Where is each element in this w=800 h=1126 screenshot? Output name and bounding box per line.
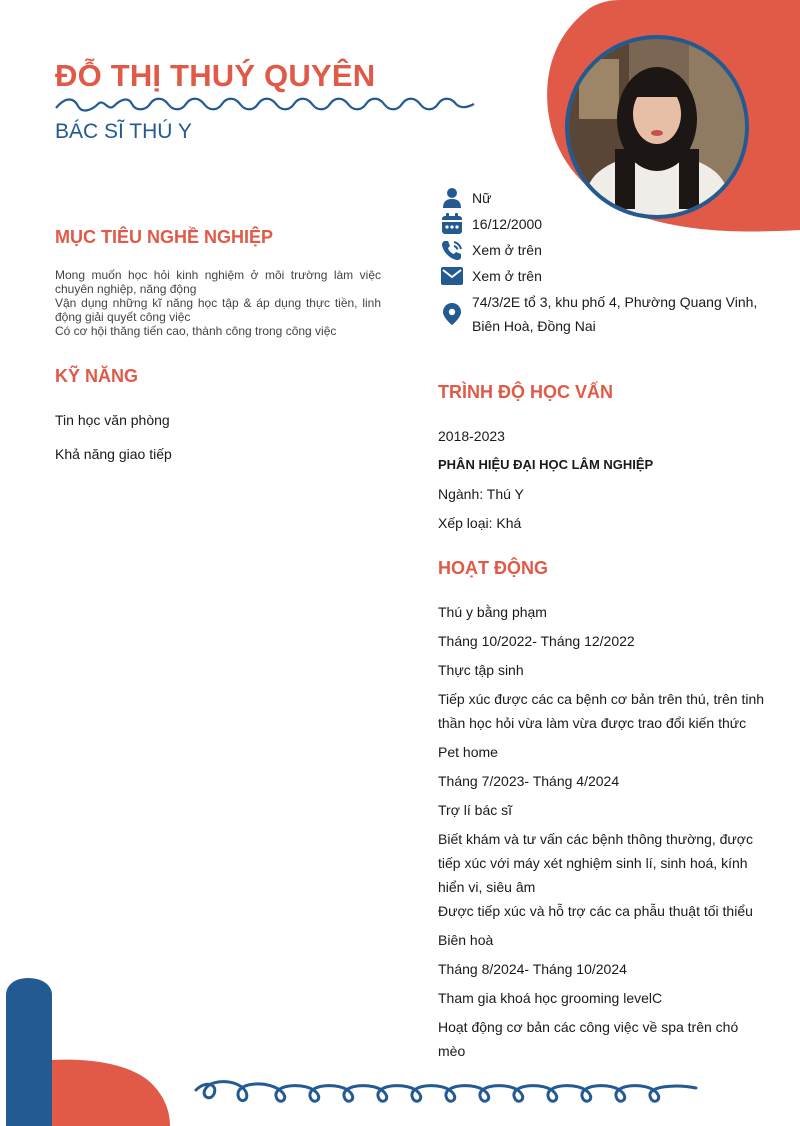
activity-line: Hoạt động cơ bản các công việc về spa trên chó mèo xyxy=(438,1019,739,1059)
objective-line: Mong muốn học hỏi kinh nghiệm ở môi trường làm việc chuyên nghiệp, năng động xyxy=(55,268,381,296)
activity-line: Tham gia khoá học grooming levelC xyxy=(438,990,663,1006)
contact-gender xyxy=(440,186,491,210)
contact-email xyxy=(440,264,542,288)
blue-bar-shape xyxy=(6,978,52,1126)
education-period: 2018-2023 xyxy=(438,428,505,444)
objective-text xyxy=(55,268,381,338)
wave-decoration xyxy=(56,99,474,111)
activity-line: Biết khám và tư vấn các bệnh thông thường, được tiếp xúc với máy xét nghiệm sinh lí, sinh hoá, kính hiển vi, siêu âm xyxy=(438,831,753,895)
activity-line: Tháng 8/2024- Tháng 10/2024 xyxy=(438,961,627,977)
gender-value: Nữ xyxy=(472,190,492,206)
activity-line: Tháng 10/2022- Tháng 12/2022 xyxy=(438,633,635,649)
bottom-squiggle xyxy=(196,1082,696,1102)
job-title: BÁC SĨ THÚ Y xyxy=(55,120,192,143)
avatar xyxy=(565,35,749,219)
education-rank: Xếp loại: Khá xyxy=(438,515,522,531)
contact-address xyxy=(440,290,784,338)
activity-line: Thú y bằng phạm xyxy=(438,604,547,620)
phone-icon xyxy=(440,238,464,262)
email-value: Xem ở trên xyxy=(472,268,542,284)
coral-corner-shape xyxy=(52,1060,170,1126)
activity-line: Tiếp xúc được các ca bệnh cơ bản trên thú, trên tinh thần học hỏi vừa làm vừa được trao đổi kiến thức xyxy=(438,691,765,731)
education-school: PHÂN HIỆU ĐẠI HỌC LÂM NGHIỆP xyxy=(438,457,654,472)
objective-heading: MỤC TIÊU NGHỀ NGHIỆP xyxy=(55,227,274,247)
person-icon xyxy=(440,186,464,210)
objective-line: Có cơ hội thăng tiến cao, thành công trong công việc xyxy=(55,324,337,338)
skills-heading: KỸ NĂNG xyxy=(55,366,139,386)
activity-line: Được tiếp xúc và hỗ trợ các ca phẫu thuật tối thiểu xyxy=(438,903,753,919)
phone-value: Xem ở trên xyxy=(472,242,542,258)
education-major: Ngành: Thú Y xyxy=(438,486,524,502)
skill-item: Tin học văn phòng xyxy=(55,412,170,428)
education-heading: TRÌNH ĐỘ HỌC VẤN xyxy=(438,382,613,402)
calendar-icon xyxy=(440,212,464,236)
activity-line: Trợ lí bác sĩ xyxy=(438,802,513,818)
activity-line: Tháng 7/2023- Tháng 4/2024 xyxy=(438,773,620,789)
activity-line: Pet home xyxy=(438,744,498,760)
skill-item: Khả năng giao tiếp xyxy=(55,446,172,462)
portrait-illustration xyxy=(569,39,745,215)
activities-heading: HOẠT ĐỘNG xyxy=(438,558,548,578)
activity-line: Biên hoà xyxy=(438,932,494,948)
contact-phone xyxy=(440,238,542,262)
candidate-name: ĐỖ THỊ THUÝ QUYÊN xyxy=(55,58,376,93)
address-value: 74/3/2E tổ 3, khu phố 4, Phường Quang Vinh, Biên Hoà, Đồng Nai xyxy=(472,294,758,334)
objective-line: Vận dụng những kĩ năng học tập & áp dụng thực tiền, linh động giải quyết công việc xyxy=(55,296,381,324)
location-icon xyxy=(440,302,464,326)
birthday-value: 16/12/2000 xyxy=(472,216,543,232)
mail-icon xyxy=(440,264,464,288)
contact-birthday xyxy=(440,212,542,236)
activity-line: Thực tập sinh xyxy=(438,662,524,678)
